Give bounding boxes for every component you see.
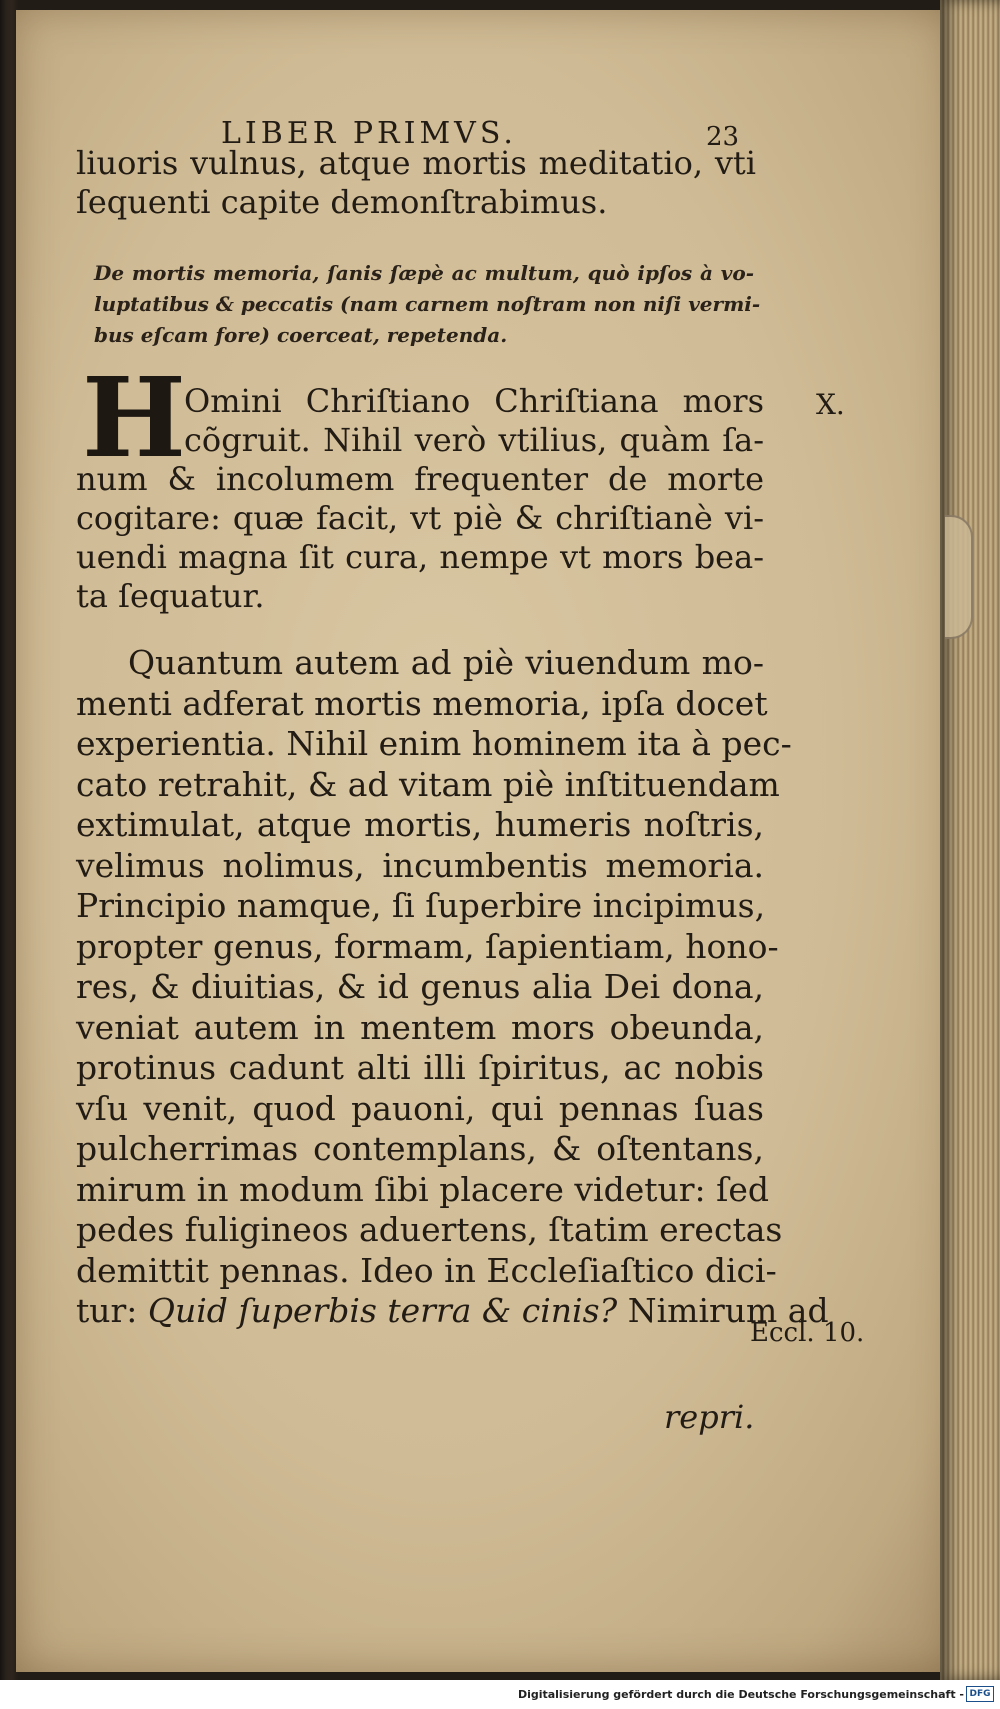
dfg-logo-icon: DFG [966, 1686, 994, 1702]
summary-line: bus eſcam fore) coerceat, repetenda. [94, 323, 508, 347]
marginal-section-number: X. [816, 388, 845, 421]
text-line: liuoris vulnus, atque mortis meditatio, vti [76, 144, 756, 182]
paragraph-1 [76, 382, 764, 616]
text-line: cõgruit. Nihil verò vtilius, quàm ſa- [184, 421, 764, 459]
paragraph-2 [76, 643, 829, 1332]
text-line: num & incolumem frequenter de morte [76, 460, 764, 498]
drop-cap: H [82, 353, 186, 482]
text-line: pedes fuligineos aduertens, ſtatim erectas [76, 1210, 783, 1249]
text-line: Principio namque, ſi ſuperbire incipimus, [76, 886, 766, 925]
footer-credit: Digitalisierung gefördert durch die Deutsche Forschungsgemeinschaft - [517, 1688, 964, 1701]
catchword: repri. [664, 1398, 755, 1436]
text-line: Omini Chriſtiano Chriſtiana mors [184, 382, 764, 420]
text-line: uendi magna ſit cura, nempe vt mors bea- [76, 538, 764, 576]
summary-line: luptatibus & peccatis (nam carnem noſtram non niſi vermi- [94, 292, 761, 316]
text-line: extimulat, atque mortis, humeris noſtris, [76, 805, 764, 844]
text-line: Quantum autem ad piè viuendum mo- [128, 643, 764, 682]
text-line: cogitare: quæ facit, vt piè & chriſtianè vi- [76, 499, 764, 537]
text-line: experientia. Nihil enim hominem ita à pec- [76, 724, 792, 763]
chapter-summary [94, 258, 761, 351]
text-line: propter genus, formam, ſapientiam, hono- [76, 926, 779, 966]
page-tab-marker [945, 515, 973, 639]
opening-lines [76, 144, 756, 222]
summary-line: De mortis memoria, ſanis ſæpè ac multum, quò ipſos à vo- [94, 261, 754, 285]
italic-quotation: Quid ſuperbis terra & cinis? [147, 1291, 618, 1330]
book-fore-edge [940, 0, 1000, 1680]
text-fragment: Nimirum ad [617, 1291, 829, 1330]
text-line: demittit pennas. Ideo in Eccleſiaſtico dici- [76, 1250, 777, 1290]
book-page [16, 10, 954, 1672]
text-line: res, & diuitias, & id genus alia Dei dona, [76, 967, 764, 1006]
text-line: mirum in modum ſibi placere videtur: ſed [76, 1169, 769, 1209]
running-head-title: LIBER PRIMVS. [221, 116, 517, 151]
text-line: protinus cadunt alti illi ſpiritus, ac nobis [76, 1048, 764, 1087]
text-line: ta ſequatur. [76, 577, 265, 615]
text-line-final [76, 1291, 829, 1332]
text-line: ſequenti capite demonſtrabimus. [76, 183, 608, 221]
text-line: vſu venit, quod pauoni, qui pennas ſuas [76, 1088, 764, 1128]
text-line: cato retrahit, & ad vitam piè inſtituendam [76, 764, 780, 804]
text-line: menti adferat mortis memoria, ipſa docet [76, 683, 768, 723]
text-fragment: tur: [76, 1291, 148, 1330]
marginal-reference: Eccl. 10. [750, 1318, 865, 1348]
page-number: 23 [706, 122, 740, 152]
text-line: veniat autem in mentem mors obeunda, [76, 1007, 764, 1047]
text-line: velimus nolimus, incumbentis memoria. [76, 845, 764, 885]
text-line: pulcherrimas contemplans, & oſtentans, [76, 1129, 764, 1168]
